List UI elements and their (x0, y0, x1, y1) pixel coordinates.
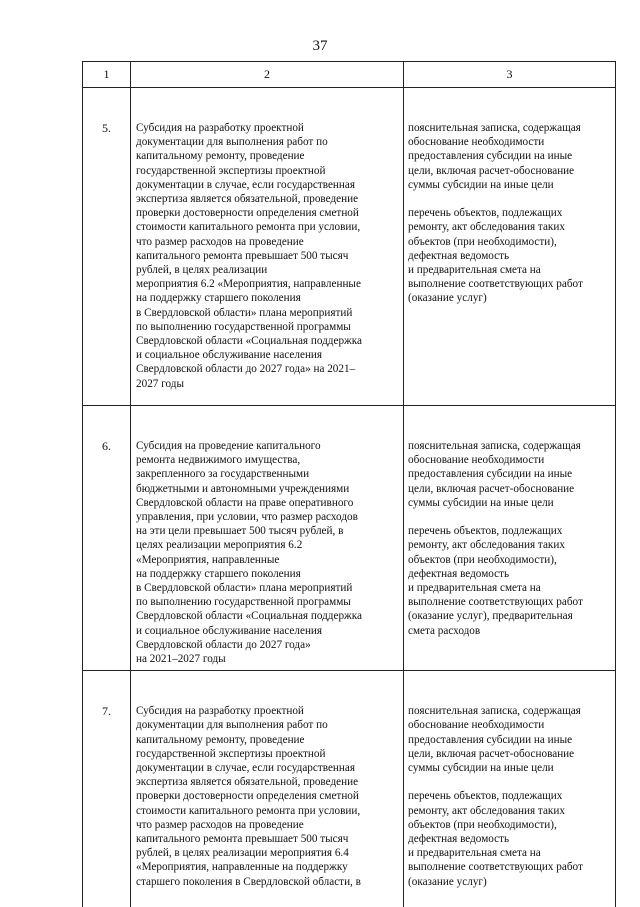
subsidy-description (131, 671, 404, 907)
row-number: 6. (83, 406, 131, 671)
text-line: закрепленного за государственными (136, 468, 310, 481)
text-line: обоснование необходимости (408, 454, 545, 467)
text-line: и предварительная смета на (408, 582, 541, 595)
text-line: перечень объектов, подлежащих (408, 790, 563, 803)
required-documents (404, 88, 616, 406)
text-line: документации для выполнения работ по (136, 719, 328, 732)
text-line: ремонту, акт обследования таких (408, 221, 565, 234)
text-line: дефектная ведомость (408, 567, 510, 580)
paragraph-gap (408, 510, 612, 524)
subsidy-description (131, 406, 404, 671)
text-line: на поддержку старшего поколения (136, 292, 301, 305)
text-line: Субсидия на разработку проектной (136, 122, 304, 134)
text-line: капитального ремонта превышает 500 тысяч (136, 833, 349, 846)
text-line: (оказание услуг) (408, 292, 487, 305)
text-line: документации в случае, если государственная (136, 178, 356, 191)
text-line: рублей, в целях реализации мероприятия 6.4 (136, 847, 349, 860)
text-line: пояснительная записка, содержащая (408, 705, 581, 718)
text-line: 2027 годы (136, 377, 184, 390)
text-line: в Свердловской области» плана мероприятий (136, 582, 353, 595)
subsidy-table (82, 61, 616, 907)
text-line: Свердловской области «Социальная поддержка (136, 610, 363, 623)
text-line: обоснование необходимости (408, 719, 545, 732)
text-line: экспертиза является обязательной, проведение (136, 193, 359, 206)
text-line: управления, при условии, что размер расходов (136, 511, 358, 524)
text-line: по выполнению государственной программы (136, 596, 351, 609)
text-line: дефектная ведомость (408, 833, 510, 846)
row-number: 5. (83, 88, 131, 406)
text-line: целях реализации мероприятия 6.2 (136, 539, 303, 552)
text-line: «Мероприятия, направленные на поддержку (136, 861, 348, 874)
text-line: документации в случае, если государственная (136, 762, 356, 775)
text-line: бюджетными и автономными учреждениями (136, 482, 350, 495)
text-line: на 2021–2027 годы (136, 653, 226, 666)
table-row (83, 88, 616, 406)
text-line: ремонта недвижимого имущества, (136, 454, 301, 467)
text-line: выполнение соответствующих работ (408, 278, 583, 291)
text-line: дефектная ведомость (408, 249, 510, 262)
text-line: что размер расходов на проведение (136, 818, 304, 831)
text-line: стоимости капитального ремонта при условии, (136, 804, 361, 817)
text-line: мероприятия 6.2 «Мероприятия, направленные (136, 278, 361, 291)
text-line: капитальному ремонту, проведение (136, 733, 305, 746)
text-line: цели, включая расчет-обоснование (408, 482, 575, 495)
text-line: цели, включая расчет-обоснование (408, 747, 575, 760)
text-line: Субсидия на разработку проектной (136, 705, 304, 718)
text-line: по выполнению государственной программы (136, 320, 351, 333)
paragraph-gap (408, 192, 612, 206)
text-line: Свердловской области «Социальная поддержка (136, 335, 363, 348)
text-line: (оказание услуг), предварительная (408, 610, 573, 623)
text-line: капитального ремонта превышает 500 тысяч (136, 249, 349, 262)
table-row (83, 671, 616, 907)
row-number: 7. (83, 671, 131, 907)
text-line: государственной экспертизы проектной (136, 747, 326, 760)
text-line: пояснительная записка, содержащая (408, 440, 581, 452)
text-line: и социальное обслуживание населения (136, 624, 323, 637)
text-line: капитальному ремонту, проведение (136, 150, 305, 163)
text-line: цели, включая расчет-обоснование (408, 164, 575, 177)
text-line: ремонту, акт обследования таких (408, 539, 565, 552)
text-line: суммы субсидии на иные цели (408, 496, 554, 509)
text-line: рублей, в целях реализации (136, 264, 268, 277)
text-line: объектов (при необходимости), (408, 818, 557, 831)
column-header-2: 2 (131, 62, 404, 88)
page-number: 37 (312, 38, 328, 54)
text-line: предоставления субсидии на иные (408, 733, 573, 746)
text-line: Свердловской области до 2027 года» (136, 638, 311, 651)
text-line: и социальное обслуживание населения (136, 349, 323, 362)
text-line: ремонту, акт обследования таких (408, 804, 565, 817)
text-line: проверки достоверности определения сметной (136, 207, 359, 220)
text-line: в Свердловской области» плана мероприятий (136, 306, 353, 319)
text-line: государственной экспертизы проектной (136, 164, 326, 177)
text-line: проверки достоверности определения сметной (136, 790, 359, 803)
text-line: Свердловской области на праве оперативного (136, 496, 354, 509)
paragraph-gap (408, 775, 612, 789)
text-line: предоставления субсидии на иные (408, 468, 573, 481)
text-line: Свердловской области до 2027 года» на 2021– (136, 363, 356, 376)
text-line: объектов (при необходимости), (408, 553, 557, 566)
text-line: обоснование необходимости (408, 136, 545, 149)
text-line: предоставления субсидии на иные (408, 150, 573, 163)
text-line: и предварительная смета на (408, 264, 541, 277)
text-line: суммы субсидии на иные цели (408, 178, 554, 191)
table-row (83, 406, 616, 671)
text-line: суммы субсидии на иные цели (408, 762, 554, 775)
text-line: и предварительная смета на (408, 847, 541, 860)
text-line: экспертиза является обязательной, проведение (136, 776, 359, 789)
text-line: объектов (при необходимости), (408, 235, 557, 248)
column-header-3: 3 (404, 62, 616, 88)
table-header-row (83, 62, 616, 88)
text-line: перечень объектов, подлежащих (408, 525, 563, 538)
text-line: пояснительная записка, содержащая (408, 122, 581, 134)
text-line: стоимости капитального ремонта при условии, (136, 221, 361, 234)
text-line: на поддержку старшего поколения (136, 567, 301, 580)
text-line: (оказание услуг) (408, 875, 487, 888)
text-line: выполнение соответствующих работ (408, 596, 583, 609)
text-line: «Мероприятия, направленные (136, 553, 280, 566)
text-line: смета расходов (408, 624, 481, 637)
text-line: выполнение соответствующих работ (408, 861, 583, 874)
text-line: на эти цели превышает 500 тысяч рублей, в (136, 525, 344, 538)
required-documents (404, 671, 616, 907)
column-header-1: 1 (83, 62, 131, 88)
subsidy-description (131, 88, 404, 406)
text-line: Субсидия на проведение капитального (136, 440, 321, 452)
required-documents (404, 406, 616, 671)
text-line: перечень объектов, подлежащих (408, 207, 563, 220)
text-line: документации для выполнения работ по (136, 136, 328, 149)
text-line: что размер расходов на проведение (136, 235, 304, 248)
text-line: старшего поколения в Свердловской области, в (136, 875, 361, 888)
